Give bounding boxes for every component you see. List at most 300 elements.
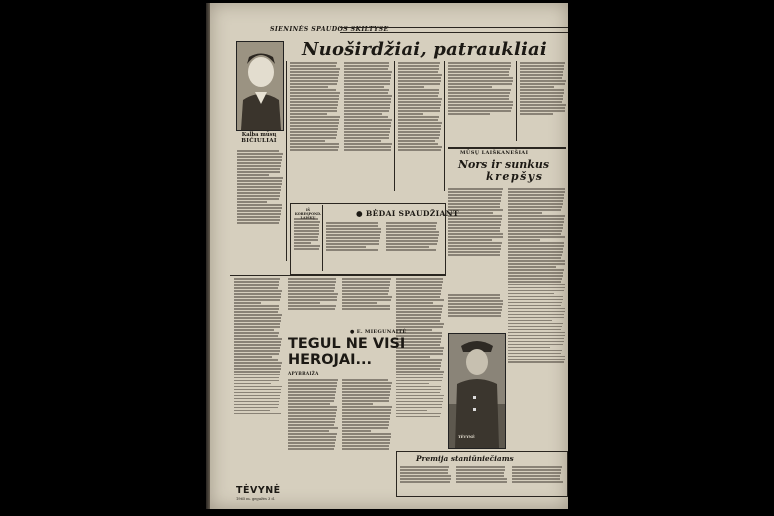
text-line [508,317,564,319]
text-line [508,320,552,322]
text-line [508,347,550,349]
text-line [448,98,509,100]
text-line [342,433,391,435]
text-line [520,98,563,100]
text-line [508,236,565,238]
text-line [234,386,282,388]
text-line [237,180,282,182]
text-line [234,338,282,340]
soldier-photo-caption: TĖVYNĖ [458,435,475,439]
text-line [448,74,509,76]
text-line [396,404,442,406]
text-line [237,216,280,218]
text-line [396,287,442,289]
text-line [508,194,564,196]
text-line [508,233,561,235]
text-line [448,206,500,208]
text-line [508,359,565,361]
text-line [398,98,442,100]
text-line [234,314,282,316]
text-line [294,236,318,238]
text-line [396,383,429,385]
text-line [386,228,436,230]
text-line [342,394,390,396]
tight-title: ● BĖDAI SPAUDŽIANT [356,209,459,218]
text-line [456,475,504,477]
text-line [508,272,563,274]
text-column [234,277,282,481]
text-line [396,299,444,301]
text-line [342,448,389,450]
text-line [344,80,390,82]
text-line [342,293,388,295]
text-line [290,98,339,100]
text-line [508,212,542,214]
text-line [386,231,439,233]
text-line [344,65,389,67]
text-column [342,277,392,327]
text-line [396,278,443,280]
text-column [398,61,442,197]
text-line [508,257,561,259]
text-line [344,137,389,139]
text-line [396,311,442,313]
text-line [290,134,337,136]
text-line [508,356,565,358]
text-line [448,200,501,202]
text-line [344,146,391,148]
text-line [508,251,563,253]
text-line [342,296,392,298]
text-line [508,218,564,220]
text-line [400,472,448,474]
text-line [396,416,440,418]
text-line [344,74,391,76]
text-line [290,71,339,73]
text-line [344,92,388,94]
text-line [448,194,502,196]
text-line [288,302,320,304]
text-line [448,236,503,238]
text-line [448,89,511,91]
text-line [342,299,391,301]
text-line [234,371,280,373]
text-line [288,400,334,402]
text-line [290,62,337,64]
text-line [508,269,564,271]
text-line [448,233,503,235]
text-line [288,296,337,298]
text-line [520,65,564,67]
text-line [288,436,336,438]
text-column [520,61,566,143]
text-line [448,294,500,296]
text-line [234,392,281,394]
text-line [398,137,439,139]
text-line [342,406,392,408]
text-line [234,317,281,319]
text-line [344,119,392,121]
text-line [448,312,501,314]
text-column [290,61,340,197]
text-line [508,329,561,331]
newspaper-page [210,3,568,509]
text-line [448,297,500,299]
heroes-title: TEGUL NE VISI HEROJAI... [288,336,406,368]
text-line [290,143,339,145]
text-line [326,246,366,248]
text-line [448,77,513,79]
text-line [448,230,500,232]
text-line [508,266,556,268]
text-line [398,149,441,151]
text-line [237,150,279,152]
text-line [400,481,450,483]
text-line [234,359,278,361]
text-line [396,380,442,382]
text-line [398,110,440,112]
text-line [234,350,280,352]
text-line [398,116,439,118]
text-line [342,379,388,381]
text-line [234,302,261,304]
baskets-title-line1: Nors ir sunkus [458,158,550,171]
text-line [237,162,281,164]
text-line [234,332,279,334]
text-line [512,478,560,480]
text-line [288,403,330,405]
text-line [448,95,509,97]
text-line [237,159,282,161]
text-line [448,101,513,103]
text-line [326,222,378,224]
text-line [508,311,565,313]
text-line [456,466,505,468]
text-line [326,249,378,251]
text-line [508,299,563,301]
text-line [326,234,380,236]
text-line [344,116,388,118]
text-line [326,240,379,242]
text-line [520,107,565,109]
text-line [290,65,336,67]
text-line [234,395,280,397]
text-line [344,98,391,100]
text-line [398,89,439,91]
text-line [342,424,389,426]
text-line [508,206,562,208]
text-line [396,368,440,370]
text-line [512,469,561,471]
text-column [288,378,338,488]
text-line [398,92,439,94]
text-line [234,296,281,298]
text-line [234,377,279,379]
text-line [448,110,511,112]
text-column [512,465,564,493]
text-line [290,140,325,142]
text-line [512,475,560,477]
text-line [288,445,335,447]
text-line [508,361,564,363]
text-line [290,86,328,88]
text-line [234,401,279,403]
text-column [448,293,504,331]
text-line [342,403,373,405]
soldier-photo [448,333,506,449]
text-line [288,412,336,414]
text-column [508,187,566,447]
text-line [398,68,439,70]
text-line [396,308,442,310]
text-line [288,308,335,310]
text-line [508,287,565,289]
text-line [290,149,338,151]
text-line [520,86,554,88]
text-line [508,296,563,298]
text-line [344,149,391,151]
text-line [290,125,338,127]
text-line [342,412,391,414]
text-line [342,281,390,283]
text-line [342,445,389,447]
text-line [234,290,282,292]
text-line [288,281,336,283]
text-line [508,239,540,241]
text-line [344,62,389,64]
text-line [290,128,338,130]
text-line [294,239,318,241]
text-line [396,389,441,391]
text-line [508,197,564,199]
text-line [344,89,389,91]
text-line [294,248,319,250]
text-line [396,407,442,409]
text-line [448,224,501,226]
text-line [398,119,438,121]
text-line [290,107,337,109]
text-line [237,186,281,188]
text-line [342,308,390,310]
text-column [326,221,382,269]
text-line [396,296,440,298]
tight-sidebar-title: IŠ KORESPOND. [294,208,322,216]
text-line [234,281,279,283]
text-line [508,353,561,355]
dot-icon: ● [350,329,357,335]
text-line [342,284,390,286]
heroes-kicker: APYBRAIŽA [288,371,319,376]
text-line [396,317,441,319]
text-line [288,418,335,420]
text-line [520,77,562,79]
text-line [290,80,338,82]
column-rule [394,61,395,191]
text-line [344,86,384,88]
text-line [396,371,444,373]
text-column [448,61,514,143]
text-line [290,104,338,106]
text-line [448,218,502,220]
text-column [344,61,392,197]
text-line [342,427,388,429]
text-line [508,260,565,262]
text-line [448,248,501,250]
portrait-image [237,42,283,130]
text-line [344,143,392,145]
text-line [344,71,392,73]
text-line [294,233,319,235]
text-line [342,385,391,387]
text-line [234,287,278,289]
heroes-author: ● E. MIEGUNAITĖ [350,329,407,335]
text-line [520,95,563,97]
section-rule [230,275,446,276]
text-line [234,320,281,322]
text-line [234,341,281,343]
text-line [520,80,566,82]
text-line [508,335,565,337]
text-line [344,140,381,142]
text-line [508,203,563,205]
text-line [344,113,382,115]
text-line [234,305,279,307]
text-line [448,242,502,244]
text-line [288,439,336,441]
text-line [234,344,281,346]
text-line [448,315,501,317]
text-line [398,134,440,136]
text-line [512,481,563,483]
text-line [234,329,274,331]
text-line [294,230,319,232]
portrait-photo [236,41,284,131]
text-line [288,433,337,435]
text-line [234,308,279,310]
text-line [288,305,336,307]
text-line [288,421,335,423]
text-line [508,224,563,226]
text-line [448,71,509,73]
text-line [396,386,441,388]
portrait-caption: Kalba mūsų BIČIULIAI [241,132,277,144]
baskets-kicker: MŪSŲ LAIŠKANEŠIAI [460,150,529,156]
text-line [342,287,389,289]
text-line [398,107,440,109]
text-line [234,383,271,385]
text-line [288,278,336,280]
text-line [448,203,500,205]
text-line [448,83,512,85]
text-line [290,110,337,112]
text-line [294,227,319,229]
text-line [508,293,554,295]
text-line [398,80,441,82]
text-line [398,104,441,106]
text-line [344,110,389,112]
text-line [288,427,338,429]
text-column [288,277,338,327]
text-line [290,83,337,85]
text-line [294,221,320,223]
text-line [398,128,441,130]
text-line [448,113,490,115]
text-line [508,278,562,280]
text-line [237,219,280,221]
text-line [326,228,381,230]
text-line [448,191,502,193]
section-label: SIENINĖS SPAUDOS SKILTYSE [270,26,389,33]
text-line [234,356,272,358]
text-line [398,131,440,133]
text-line [290,137,336,139]
text-line [290,95,339,97]
text-line [234,284,279,286]
text-line [344,122,391,124]
text-line [400,475,451,477]
text-line [344,125,391,127]
text-line [290,122,339,124]
text-column [400,465,452,493]
text-line [290,101,338,103]
text-line [288,409,337,411]
text-line [520,89,564,91]
text-line [288,379,338,381]
text-line [456,469,505,471]
text-line [508,314,564,316]
text-line [290,119,339,121]
text-line [396,323,444,325]
text-line [398,143,438,145]
text-line [520,68,564,70]
main-headline: Nuoširdžiai, patraukliai [302,39,547,60]
text-line [294,242,311,244]
text-line [398,65,439,67]
text-line [234,311,278,313]
text-line [448,239,492,241]
text-line [448,65,511,67]
text-line [448,251,500,253]
text-line [342,305,390,307]
text-line [396,392,440,394]
text-line [344,68,388,70]
text-line [396,398,443,400]
text-line [288,397,335,399]
text-line [237,204,282,206]
text-line [288,287,335,289]
text-line [342,409,391,411]
text-line [508,230,562,232]
text-line [342,278,391,280]
text-line [508,245,564,247]
text-line [386,234,439,236]
text-line [386,246,429,248]
text-line [448,227,500,229]
text-line [520,74,563,76]
text-line [237,201,267,203]
text-line [234,404,279,406]
text-column [456,465,508,493]
text-line [344,134,389,136]
text-line [342,439,390,441]
text-line [234,347,280,349]
text-line [386,225,436,227]
text-line [448,309,502,311]
text-line [508,200,563,202]
text-line [508,302,562,304]
text-line [448,300,503,302]
text-line [400,466,449,468]
